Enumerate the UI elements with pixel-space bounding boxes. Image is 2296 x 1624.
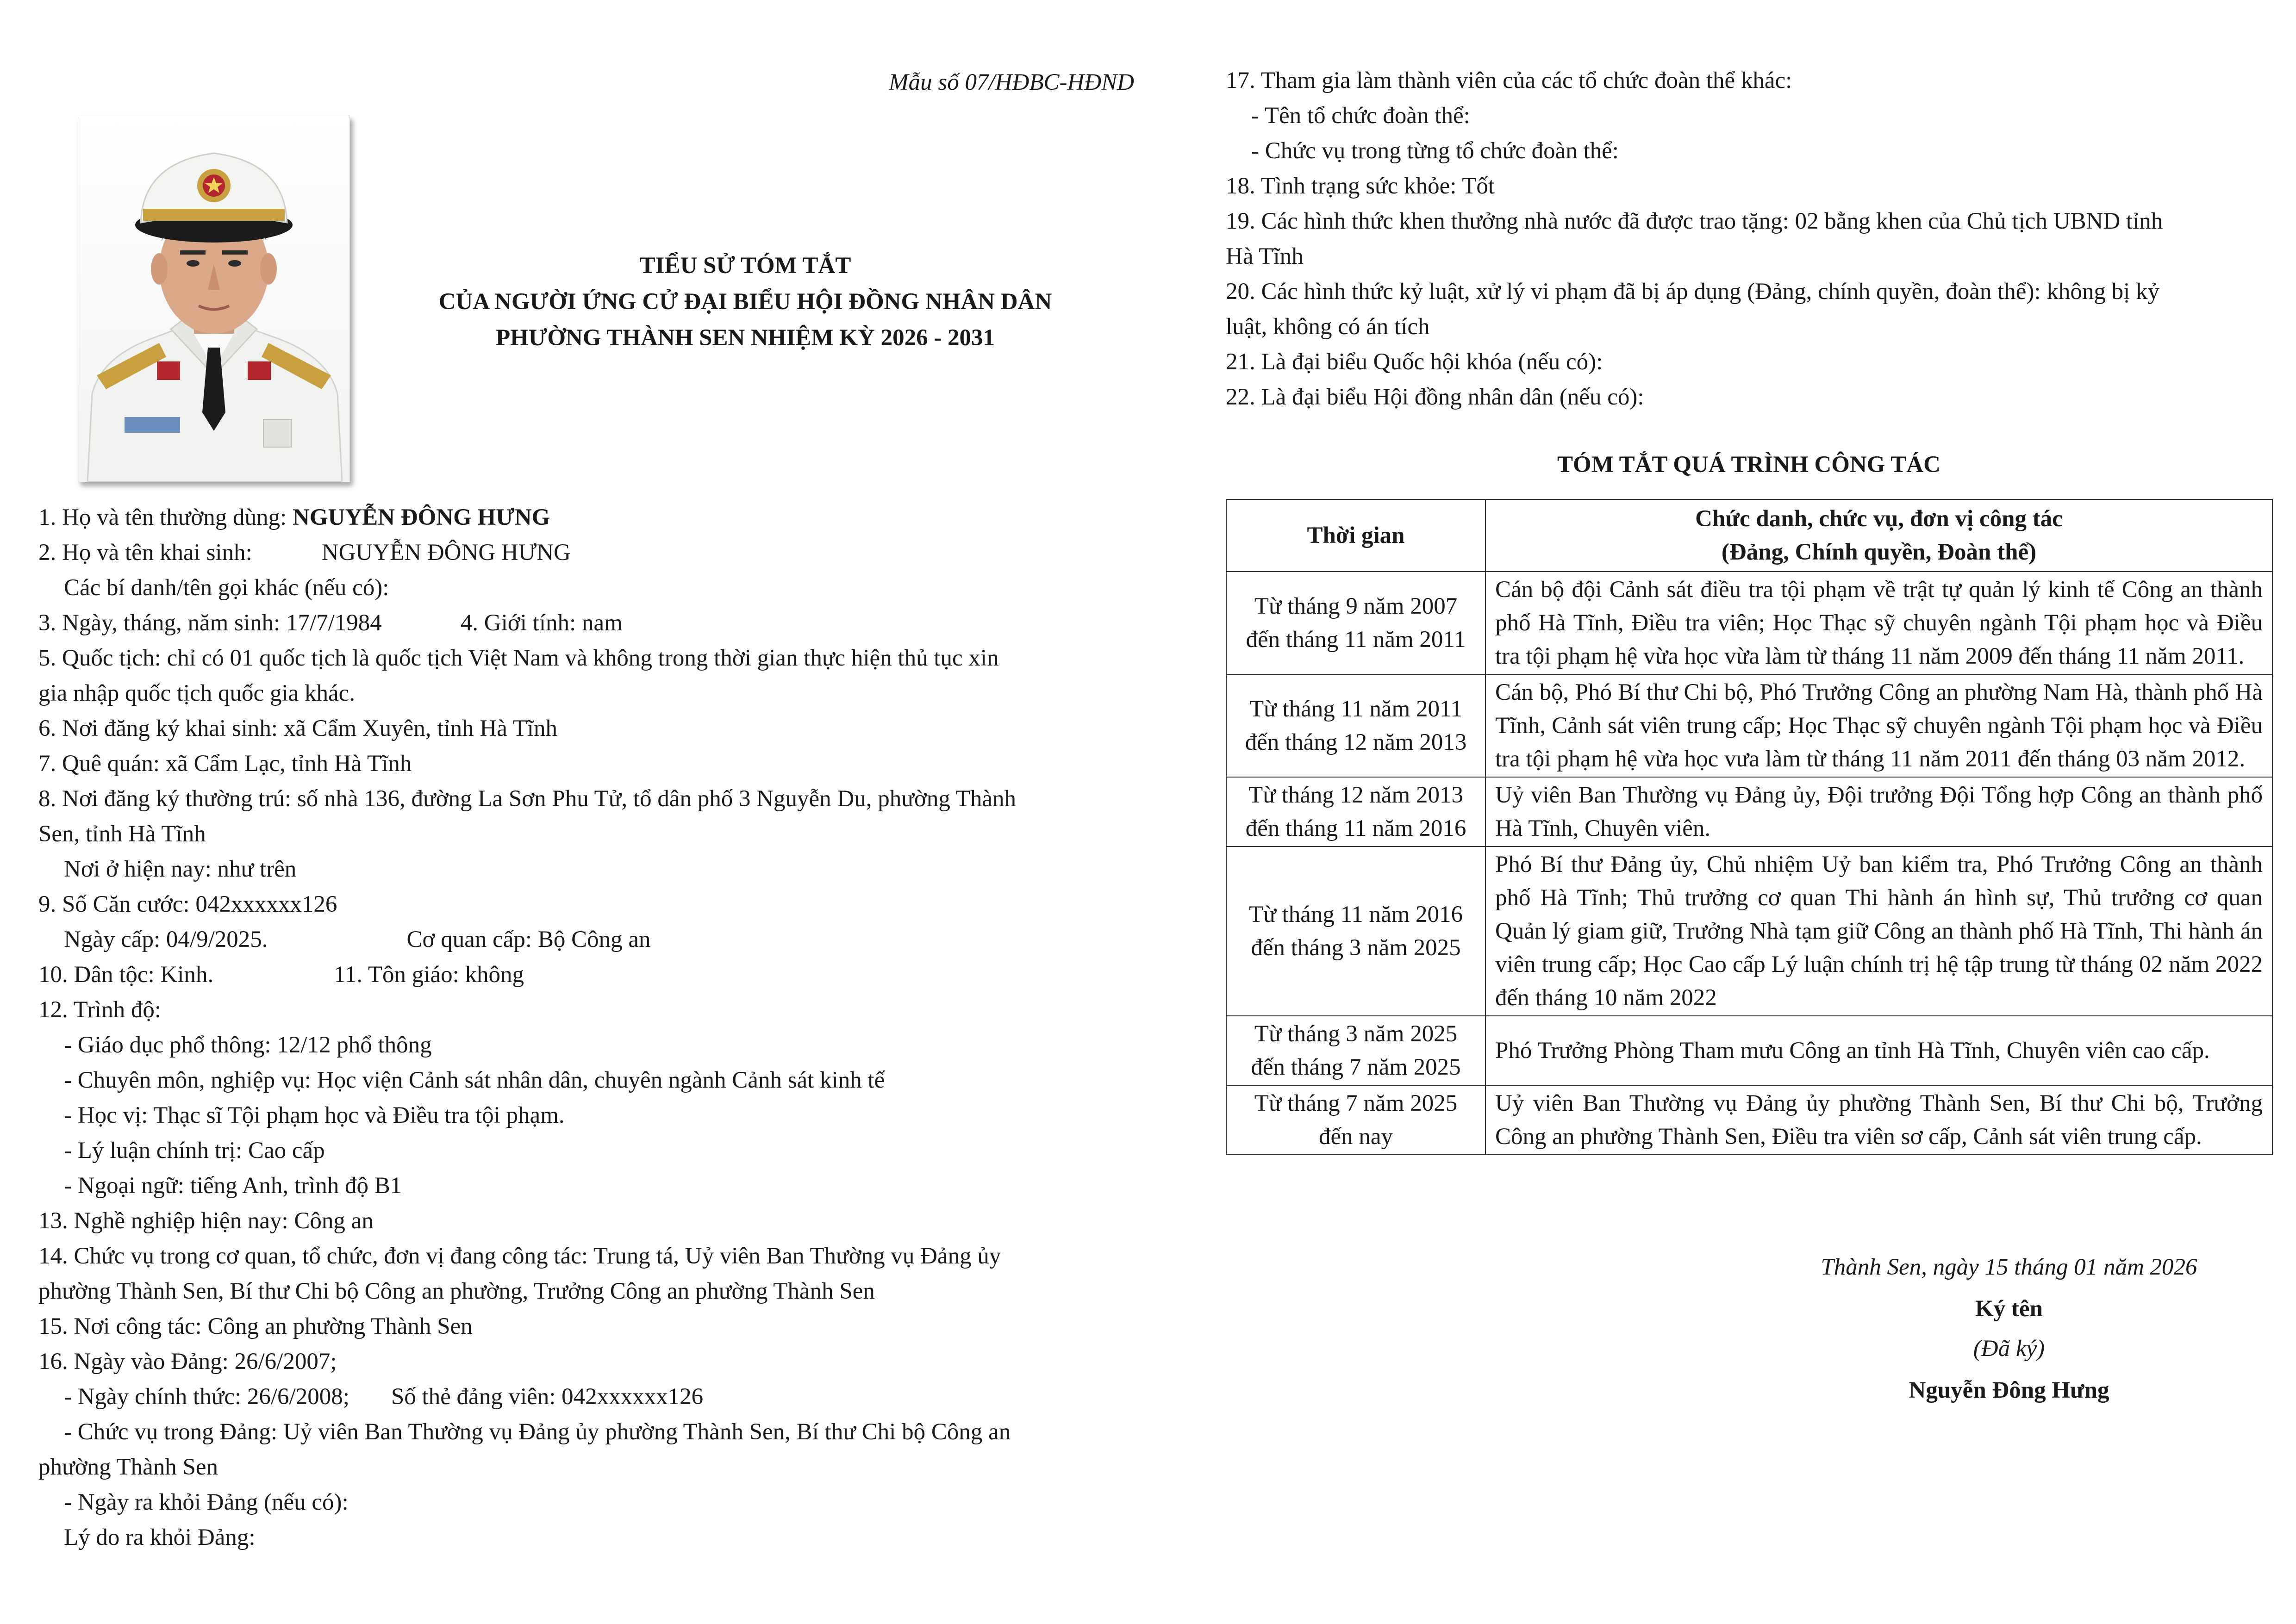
table-row <box>1226 846 2272 1016</box>
item-education-politics: - Lý luận chính trị: Cao cấp <box>64 1138 325 1164</box>
item-awards-cont: Hà Tĩnh <box>1226 243 1304 269</box>
row-time: Từ tháng 3 năm 2025 đến tháng 7 năm 2025 <box>1226 1016 1485 1085</box>
portrait-photo <box>78 116 350 482</box>
item-party-leave-reason: Lý do ra khỏi Đảng: <box>64 1524 256 1550</box>
portrait-image <box>78 116 349 482</box>
row-description: Uỷ viên Ban Thường vụ Đảng ủy, Đội trưởng Đội Tổng hợp Công an thành phố Hà Tĩnh, Chuyên viên. <box>1485 777 2272 846</box>
item-position-cont: phường Thành Sen, Bí thư Chi bộ Công an phường, Trưởng Công an phường Thành Sen <box>38 1278 875 1304</box>
column-header-role: Chức danh, chức vụ, đơn vị công tác (Đảng, Chính quyền, Đoàn thể) <box>1485 499 2272 572</box>
item-common-name: 1. Họ và tên thường dùng: NGUYỄN ĐÔNG HƯNG <box>38 504 550 530</box>
item-id-number: 9. Số Căn cước: 042xxxxxx126 <box>38 891 337 917</box>
item-party-leave-date: - Ngày ra khỏi Đảng (nếu có): <box>64 1489 349 1515</box>
item-party-join-date: 16. Ngày vào Đảng: 26/6/2007; <box>38 1349 337 1375</box>
table-header-row <box>1226 499 2272 572</box>
item-dob-gender: 3. Ngày, tháng, năm sinh: 17/7/1984 4. Giới tính: nam <box>38 610 623 636</box>
row-description: Cán bộ, Phó Bí thư Chi bộ, Phó Trưởng Công an phường Nam Hà, thành phố Hà Tĩnh, Cảnh sát viên trung cấp; Học Thạc sỹ chuyên ngành Tội phạm học và Điều tra tội phạm hệ vừa học vưa làm từ tháng 11 năm 2011 đến tháng 03 năm 2012. <box>1485 674 2272 777</box>
item-discipline-cont: luật, không có án tích <box>1226 314 1430 340</box>
row-description: Phó Trưởng Phòng Tham mưu Công an tỉnh Hà Tĩnh, Chuyên viên cao cấp. <box>1485 1016 2272 1085</box>
item-health: 18. Tình trạng sức khỏe: Tốt <box>1226 173 1495 199</box>
item-id-issue: Ngày cấp: 04/9/2025. Cơ quan cấp: Bộ Công an <box>64 927 651 952</box>
item-permanent-residence-cont: Sen, tỉnh Hà Tĩnh <box>38 821 206 847</box>
row-time: Từ tháng 12 năm 2013 đến tháng 11 năm 2016 <box>1226 777 1485 846</box>
table-row <box>1226 777 2272 846</box>
item-hometown: 7. Quê quán: xã Cẩm Lạc, tỉnh Hà Tĩnh <box>38 751 412 777</box>
item-party-official: - Ngày chính thức: 26/6/2008; Số thẻ đảng viên: 042xxxxxx126 <box>64 1384 704 1410</box>
other-info-section <box>1226 63 2272 415</box>
row-description: Phó Bí thư Đảng ủy, Chủ nhiệm Uỷ ban kiểm tra, Phó Trưởng Công an thành phố Hà Tĩnh; Thủ trưởng cơ quan Thi hành án hình sự, Thủ trưởng cơ quan Quản lý giam giữ, Trưởng Nhà tạm giữ Công an thành phố Hà Tĩnh, Thi hành án viên trung cấp; Học Cao cấp Lý luận chính trị hệ tập trung từ tháng 02 năm 2022 đến tháng 10 năm 2022 <box>1485 846 2272 1016</box>
document-title <box>352 248 1139 356</box>
item-aliases: Các bí danh/tên gọi khác (nếu có): <box>64 575 389 601</box>
item-party-position: - Chức vụ trong Đảng: Uỷ viên Ban Thường vụ Đảng ủy phường Thành Sen, Bí thư Chi bộ Công an <box>64 1419 1011 1445</box>
table-row <box>1226 1016 2272 1085</box>
signed-note: (Đã ký) <box>1973 1336 2045 1362</box>
table-row <box>1226 674 2272 777</box>
item-position: 14. Chức vụ trong cơ quan, tổ chức, đơn vị đang công tác: Trung tá, Uỷ viên Ban Thường vụ Đảng ủy <box>38 1243 1001 1269</box>
item-education-general: - Giáo dục phổ thông: 12/12 phổ thông <box>64 1032 432 1058</box>
title-line-2: CỦA NGƯỜI ỨNG CỬ ĐẠI BIỂU HỘI ĐỒNG NHÂN DÂN <box>438 289 1052 315</box>
row-description: Uỷ viên Ban Thường vụ Đảng ủy phường Thành Sen, Bí thư Chi bộ, Trưởng Công an phường Thành Sen, Điều tra viên sơ cấp, Cảnh sát viên trung cấp. <box>1485 1085 2272 1155</box>
item-national-assembly: 21. Là đại biểu Quốc hội khóa (nếu có): <box>1226 349 1603 375</box>
sign-label: Ký tên <box>1975 1296 2043 1322</box>
row-time: Từ tháng 11 năm 2016 đến tháng 3 năm 2025 <box>1226 846 1485 1016</box>
item-organization-name: - Tên tổ chức đoàn thể: <box>1251 103 1470 129</box>
work-history-heading: TÓM TẮT QUÁ TRÌNH CÔNG TÁC <box>1557 452 1940 478</box>
item-current-residence: Nơi ở hiện nay: như trên <box>64 856 297 882</box>
place-date: Thành Sen, ngày 15 tháng 01 năm 2026 <box>1821 1254 2197 1280</box>
item-workplace: 15. Nơi công tác: Công an phường Thành Sen <box>38 1313 473 1339</box>
column-header-time: Thời gian <box>1226 499 1485 572</box>
item-organizations: 17. Tham gia làm thành viên của các tổ chức đoàn thể khác: <box>1226 68 1792 93</box>
row-time: Từ tháng 7 năm 2025 đến nay <box>1226 1085 1485 1155</box>
item-occupation: 13. Nghề nghiệp hiện nay: Công an <box>38 1208 374 1234</box>
common-name-value: NGUYỄN ĐÔNG HƯNG <box>292 504 550 530</box>
personal-info-section <box>38 500 1149 1555</box>
table-row <box>1226 572 2272 674</box>
title-line-3: PHƯỜNG THÀNH SEN NHIỆM KỲ 2026 - 2031 <box>495 325 995 351</box>
item-education: 12. Trình độ: <box>38 997 162 1023</box>
item-party-position-cont: phường Thành Sen <box>38 1454 218 1480</box>
item-permanent-residence: 8. Nơi đăng ký thường trú: số nhà 136, đường La Sơn Phu Tử, tổ dân phố 3 Nguyễn Du, phường Thành <box>38 786 1016 812</box>
item-discipline: 20. Các hình thức kỷ luật, xử lý vi phạm đã bị áp dụng (Đảng, chính quyền, đoàn thể): không bị kỷ <box>1226 279 2160 305</box>
item-ethnicity-religion: 10. Dân tộc: Kinh. 11. Tôn giáo: không <box>38 962 524 988</box>
row-time: Từ tháng 9 năm 2007 đến tháng 11 năm 2011 <box>1226 572 1485 674</box>
work-history-table <box>1226 499 2273 1155</box>
item-education-degree: - Học vị: Thạc sĩ Tội phạm học và Điều tra tội phạm. <box>64 1102 565 1128</box>
row-time: Từ tháng 11 năm 2011 đến tháng 12 năm 2013 <box>1226 674 1485 777</box>
item-education-major: - Chuyên môn, nghiệp vụ: Học viện Cảnh sát nhân dân, chuyên ngành Cảnh sát kinh tế <box>64 1067 885 1093</box>
signature-block <box>1754 1250 2264 1408</box>
item-birth-registration: 6. Nơi đăng ký khai sinh: xã Cẩm Xuyên, tỉnh Hà Tĩnh <box>38 716 557 741</box>
item-education-language: - Ngoại ngữ: tiếng Anh, trình độ B1 <box>64 1173 402 1199</box>
item-awards: 19. Các hình thức khen thưởng nhà nước đã được trao tặng: 02 bằng khen của Chủ tịch UBND tỉnh <box>1226 208 2163 234</box>
item-organization-role: - Chức vụ trong từng tổ chức đoàn thể: <box>1251 138 1619 164</box>
row-description: Cán bộ đội Cảnh sát điều tra tội phạm về trật tự quản lý kinh tế Công an thành phố Hà Tĩnh, Điều tra viên; Học Thạc sỹ chuyên ngành Tội phạm học và Điều tra tội phạm hệ vừa học vừa làm từ tháng 11 năm 2009 đến tháng 11 năm 2011. <box>1485 572 2272 674</box>
item-nationality: 5. Quốc tịch: chỉ có 01 quốc tịch là quốc tịch Việt Nam và không trong thời gian thực hiện thủ tục xin <box>38 645 999 671</box>
table-row <box>1226 1085 2272 1155</box>
item-birth-name: 2. Họ và tên khai sinh: NGUYỄN ĐÔNG HƯNG <box>38 540 571 566</box>
item-peoples-council: 22. Là đại biểu Hội đồng nhân dân (nếu có): <box>1226 384 1644 410</box>
title-line-1: TIỂU SỬ TÓM TẮT <box>639 253 851 279</box>
signer-name: Nguyễn Đông Hưng <box>1909 1377 2109 1403</box>
form-code: Mẫu số 07/HĐBC-HĐND <box>889 69 1134 95</box>
item-nationality-cont: gia nhập quốc tịch quốc gia khác. <box>38 680 356 706</box>
